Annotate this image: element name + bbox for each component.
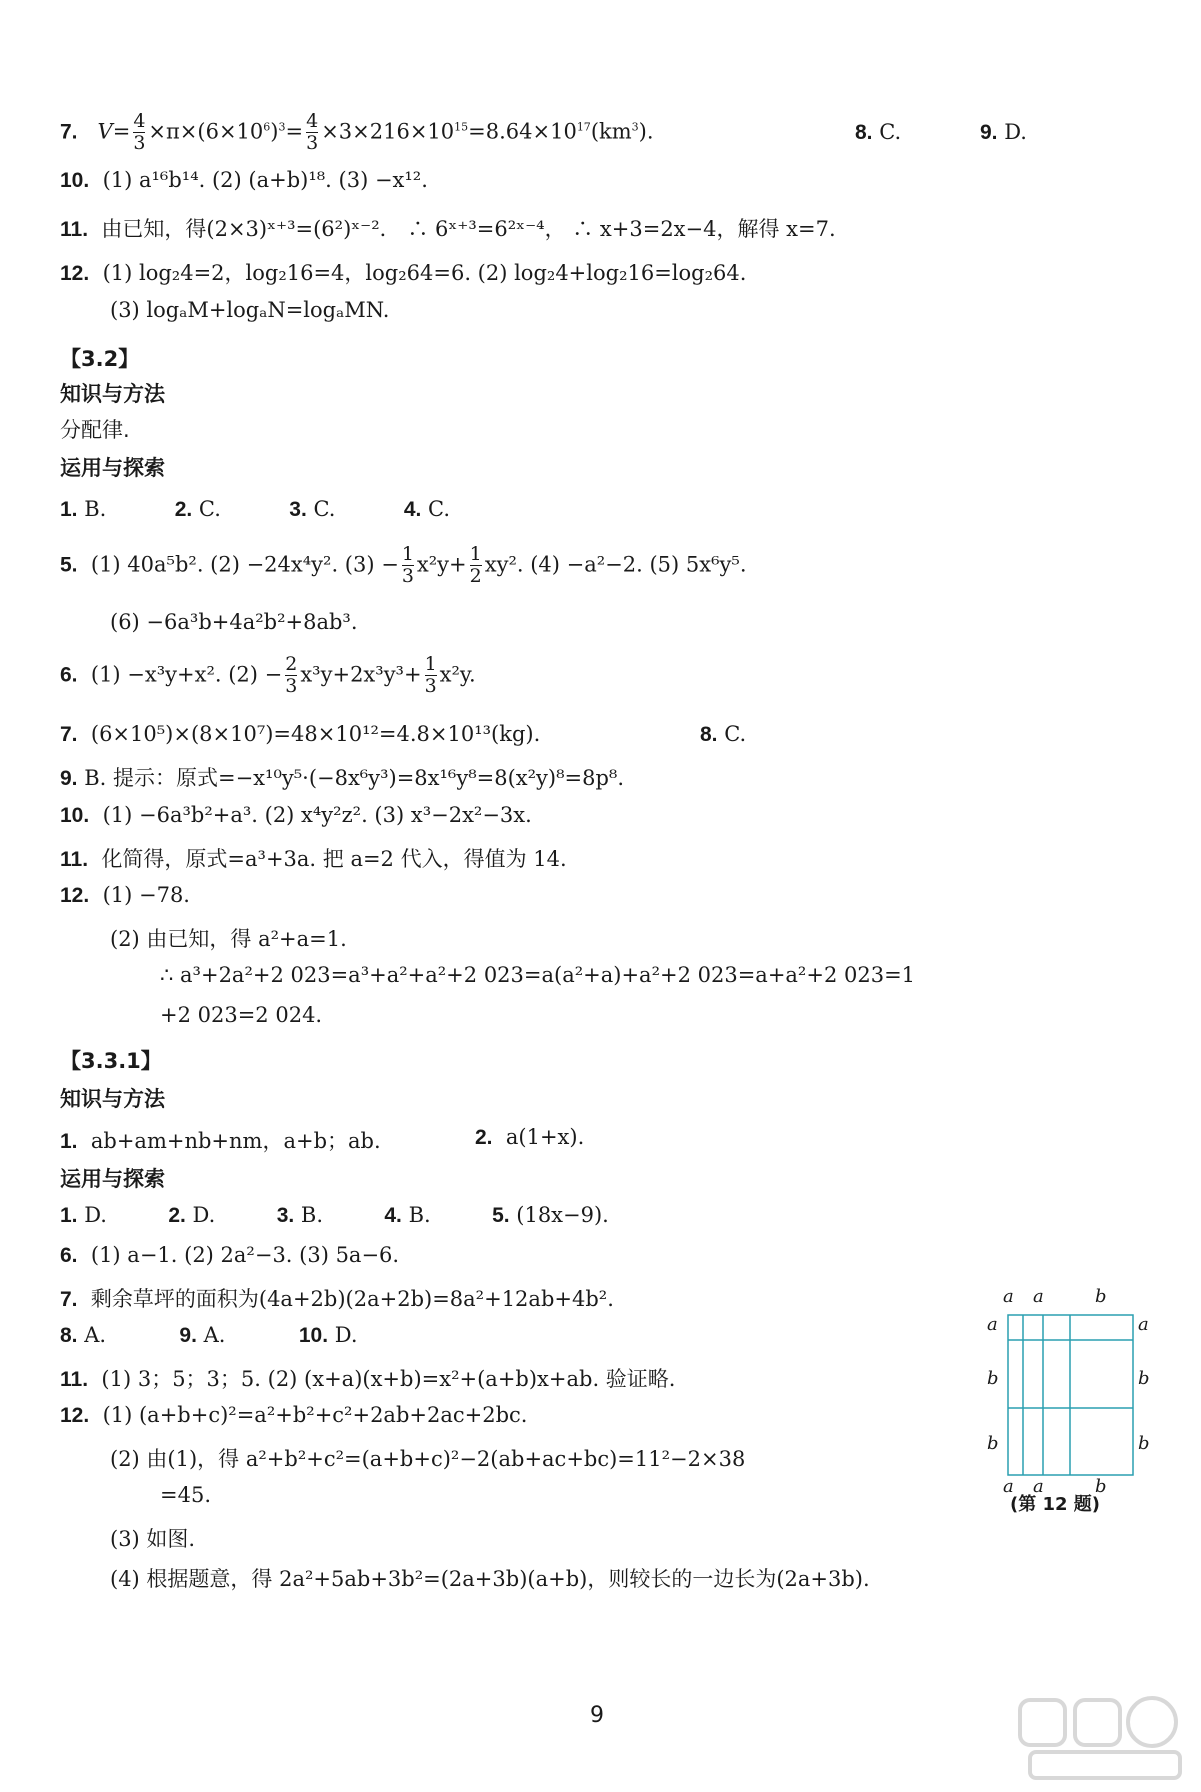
question-number: 5. [492, 1204, 510, 1227]
question-number: 2. [174, 498, 193, 521]
knowledge-answer: 分配律. [60, 418, 130, 442]
answer: D. [334, 1323, 358, 1347]
question-number: 12. [60, 262, 90, 285]
fig-bottom-label: a [1033, 1476, 1044, 1497]
answer: A. [84, 1323, 107, 1347]
fig-right-label: b [1138, 1433, 1150, 1454]
page-number: 9 [590, 1703, 604, 1728]
section-heading-3-3-1: 【3.3.1】 [60, 1049, 162, 1073]
answer-line-12-3 [110, 298, 389, 322]
question-number: 9. [179, 1324, 197, 1347]
answer: 化简得，原式=a³+3a. 把 a=2 代入，得值为 14. [101, 847, 567, 871]
question-number: 4. [403, 498, 422, 521]
answer: (1) 3；5；3；5. (2) (x+a)(x+b)=x²+(a+b)x+ab. 验证略. [101, 1367, 676, 1391]
answer: (6×10⁵)×(8×10⁷)=48×10¹²=4.8×10¹³(kg). [90, 722, 541, 746]
question-number: 11. [60, 218, 89, 241]
expr: x²y. [439, 662, 476, 687]
knowledge-line-1 [60, 1125, 381, 1155]
section-heading-3-2: 【3.2】 [60, 347, 140, 371]
answer: C. [313, 497, 336, 521]
subheading-apply: 运用与探索 [60, 456, 165, 480]
fig-bottom-label: b [1095, 1476, 1107, 1497]
fig-top-label: b [1095, 1286, 1107, 1307]
answer: (1) −6a³b²+a³. (2) x⁴y²z². (3) x³−2x²−3x. [102, 803, 532, 827]
question-number: 6. [60, 1244, 78, 1267]
question-number: 7. [60, 1288, 78, 1311]
answer-line-12b-4: +2 023=2 024. [160, 1003, 323, 1027]
question-number: 3. [276, 1204, 295, 1227]
expr: x³y+2x³y³+ [300, 662, 422, 687]
answer: C. [198, 497, 221, 521]
fraction: $\frac{4}{3}$ [306, 110, 319, 154]
mc-answers-row [60, 497, 450, 522]
question-number: 12. [60, 1404, 90, 1427]
answer: (1) a¹⁶b¹⁴. (2) (a+b)¹⁸. (3) −x¹². [102, 168, 428, 192]
answer-line-11c [60, 1363, 675, 1393]
subheading-apply-2: 运用与探索 [60, 1167, 165, 1191]
question-12-figure [985, 1286, 1155, 1520]
fig-top-label: a [1003, 1286, 1014, 1307]
question-number: 11. [60, 848, 89, 871]
question-number: 1. [60, 1130, 78, 1153]
watermark-logo [1010, 1690, 1190, 1785]
answer: D. [1004, 120, 1027, 144]
answer-line-12c [60, 1403, 527, 1428]
answer-line-12c-4: (4) 根据题意，得 2a²+5ab+3b²=(2a+3b)(a+b)，则较长的一边长为(2a+3b). [110, 1567, 870, 1591]
question-number: 9. [60, 767, 78, 790]
expr: xy². (4) −a²−2. (5) 5x⁶y⁵. [484, 552, 747, 577]
answer-line-7c [60, 1283, 614, 1313]
fraction: $\frac{2}{3}$ [285, 653, 298, 697]
fig-right-label: a [1138, 1314, 1149, 1335]
answer: a(1+x). [505, 1125, 585, 1149]
answer-line-7b [60, 722, 540, 747]
figure-caption: (第 12 题) [1010, 1494, 1101, 1515]
question-number: 8. [700, 723, 718, 746]
answer-line-12b [60, 883, 190, 908]
answer-line-8b [700, 722, 746, 747]
expr: ×π×(6×10 [148, 119, 264, 144]
question-number: 10. [298, 1324, 329, 1347]
fraction: $\frac{1}{3}$ [401, 543, 414, 587]
answer: (1) (a+b+c)²=a²+b²+c²+2ab+2ac+2bc. [102, 1403, 528, 1427]
fig-left-label: b [987, 1433, 999, 1454]
answer-line-11b [60, 843, 567, 873]
answer: B. [408, 1203, 431, 1227]
answer-line-12b-2: (2) 由已知，得 a²+a=1. [110, 927, 347, 951]
expr: (1) 40a⁵b². (2) −24x⁴y². (3) − [90, 552, 399, 577]
question-number: 1. [60, 498, 78, 521]
answer-line-11 [60, 213, 836, 243]
answer-line-7: 7. V= $\frac{4}{3}$ $\times\pi\times(6\times 10^6)^3=$ $\frac{4}{3}$ $\times 3\times 216\times 10^{15}=8.64\times 10^{17}(km^3)$. [60, 110, 654, 154]
fig-top-label: a [1033, 1286, 1044, 1307]
fraction: $\frac{4}{3}$ [133, 110, 146, 154]
answer-line-5 [60, 545, 747, 587]
answer-line-9b [60, 762, 624, 792]
answer-line-10 [60, 168, 428, 193]
subheading-knowledge-2: 知识与方法 [60, 1087, 165, 1111]
answer: A. [203, 1323, 226, 1347]
mc-answers-row-3 [60, 1323, 358, 1348]
answer: ab+am+nb+nm，a+b；ab. [90, 1129, 381, 1153]
question-number: 7. [60, 120, 78, 144]
question-number: 3. [289, 498, 307, 521]
answer: C. [428, 497, 451, 521]
answer: D. [84, 1203, 107, 1227]
question-number: 2. [475, 1126, 493, 1149]
fig-bottom-label: a [1003, 1476, 1014, 1497]
answer-line-5-6: (6) −6a³b+4a²b²+8ab³. [110, 610, 358, 634]
question-number: 10. [60, 169, 90, 192]
answer: B. 提示：原式=−x¹⁰y⁵·(−8x⁶y³)=8x¹⁶y⁸=8(x²y)⁸=8p⁸. [84, 766, 624, 790]
question-number: 9. [980, 121, 998, 144]
answer-line-12b-3: ∴ a³+2a²+2 023=a³+a²+a²+2 023=a(a²+a)+a²+2 023=a+a²+2 023=1 [160, 963, 916, 987]
subheading-knowledge: 知识与方法 [60, 382, 165, 406]
answer-line-12c-2: (2) 由(1)，得 a²+b²+c²=(a+b+c)²−2(ab+ac+bc)=11²−2×38 [110, 1447, 746, 1471]
fig-right-label: b [1138, 1368, 1150, 1389]
fig-left-label: a [987, 1314, 998, 1335]
answer-line-6c [60, 1243, 399, 1268]
answer: (3) logₐM+logₐN=logₐMN. [110, 298, 390, 322]
answer-line-12c-2b: =45. [160, 1483, 211, 1507]
question-number: 11. [60, 1368, 89, 1391]
question-number: 8. [855, 121, 873, 144]
answer-line-10b [60, 803, 532, 828]
answer: (1) a−1. (2) 2a²−3. (3) 5a−6. [90, 1243, 400, 1267]
answer-line-8 [855, 120, 901, 145]
fraction: $\frac{1}{3}$ [424, 653, 437, 697]
answer: B. [84, 497, 107, 521]
answer: B. [300, 1203, 323, 1227]
question-number: 7. [60, 723, 78, 746]
answer: D. [192, 1203, 216, 1227]
question-number: 5. [60, 553, 78, 577]
answer: (1) −78. [102, 883, 190, 907]
expr: (1) −x³y+x². (2) − [90, 662, 283, 687]
expr: x²y+ [416, 552, 467, 577]
answer-line-12 [60, 257, 746, 287]
question-number: 4. [384, 1204, 402, 1227]
expr: V= [97, 119, 131, 144]
answer: (1) log₂4=2，log₂16=4，log₂64=6. (2) log₂4+log₂16=log₂64. [102, 261, 747, 285]
mc-answers-row-2 [60, 1203, 609, 1228]
answer-line-12c-3: (3) 如图. [110, 1527, 196, 1551]
answer: C. [879, 120, 902, 144]
fig-left-label: b [987, 1368, 999, 1389]
answer: 由已知，得(2×3)ˣ⁺³=(6²)ˣ⁻²． ∴ 6ˣ⁺³=6²ˣ⁻⁴， ∴ x+3=2x−4，解得 x=7. [101, 217, 836, 241]
answer-line-9 [980, 120, 1027, 145]
answer: (18x−9). [516, 1203, 609, 1227]
question-number: 1. [60, 1204, 78, 1227]
question-number: 12. [60, 884, 90, 907]
answer: 剩余草坪的面积为(4a+2b)(2a+2b)=8a²+12ab+4b². [90, 1287, 614, 1311]
answer: C. [724, 722, 747, 746]
question-number: 10. [60, 804, 90, 827]
knowledge-line-2 [475, 1125, 584, 1150]
fraction: $\frac{1}{2}$ [469, 543, 482, 587]
question-number: 6. [60, 663, 78, 687]
question-number: 2. [168, 1204, 186, 1227]
answer-line-6 [60, 655, 476, 697]
question-number: 8. [60, 1324, 78, 1347]
